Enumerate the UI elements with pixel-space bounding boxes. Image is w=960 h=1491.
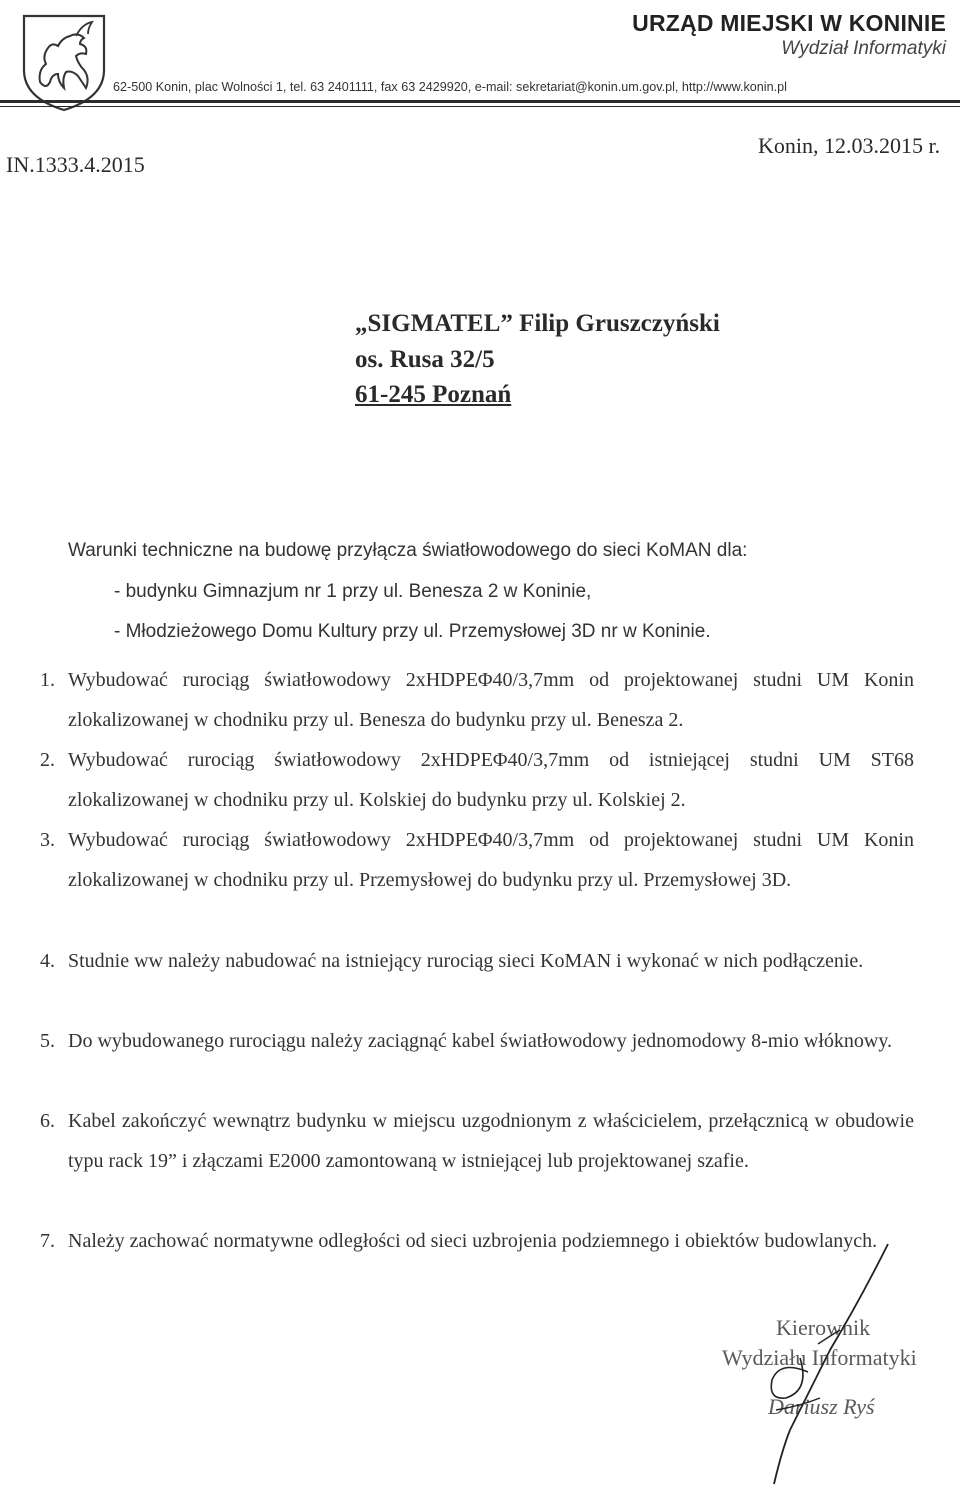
letterhead-rule-thin: [0, 106, 960, 107]
condition-text: Należy zachować normatywne odległości od sieci uzbrojenia podziemnego i obiektów budowlanych.: [68, 1230, 878, 1252]
city-crest-icon: [18, 12, 110, 112]
condition-text: Wybudować rurociąg światłowodowy 2xHDPEΦ40/3,7mm od projektowanej studni UM Konin zlokalizowanej w chodniku przy ul. Benesza do budynku przy ul. Benesza 2.: [68, 669, 914, 731]
condition-number: 6.: [40, 1110, 55, 1132]
reference-number: IN.1333.4.2015: [6, 152, 145, 177]
condition-number: 1.: [40, 669, 55, 691]
condition-text: Studnie ww należy nabudować na istniejący rurociąg sieci KoMAN i wykonać w nich podłączenie.: [68, 950, 864, 972]
condition-item: [40, 1101, 914, 1181]
addressee-company: „SIGMATEL” Filip Gruszczyński: [355, 310, 720, 337]
signatory-name: Dariusz Ryś: [768, 1394, 875, 1419]
office-name: URZĄD MIEJSKI W KONINIE: [632, 10, 946, 36]
condition-text: Do wybudowanego rurociągu należy zaciągnąć kabel światłowodowy jednomodowy 8-mio włóknowy.: [68, 1030, 893, 1052]
addressee-street: os. Rusa 32/5: [355, 345, 495, 373]
subject-title: Warunki techniczne na budowę przyłącza światłowodowego do sieci KoMAN dla:: [68, 540, 748, 561]
subject-item: - Młodzieżowego Domu Kultury przy ul. Przemysłowej 3D nr w Koninie.: [114, 621, 711, 642]
addressee-block: [355, 308, 720, 415]
condition-item: [40, 941, 914, 981]
condition-text: Wybudować rurociąg światłowodowy 2xHDPEΦ40/3,7mm od istniejącej studni UM ST68 zlokalizowanej w chodniku przy ul. Kolskiej do budynku przy ul. Kolskiej 2.: [68, 749, 914, 811]
condition-number: 2.: [40, 749, 55, 771]
signatory-department: Wydziału Informatyki: [722, 1345, 917, 1370]
condition-text: Kabel zakończyć wewnątrz budynku w miejscu uzgodnionym z właścicielem, przełącznicą w obudowie typu rack 19” i złączami E2000 zamontowaną w istniejącej lub projektowanej szafie.: [68, 1110, 914, 1172]
signatory-role: Kierownik: [776, 1315, 871, 1340]
handwritten-signature-icon: [690, 1240, 950, 1490]
condition-number: 5.: [40, 1030, 55, 1052]
condition-number: 4.: [40, 950, 55, 972]
place-date: Konin, 12.03.2015 r.: [758, 133, 941, 158]
condition-item: [40, 820, 914, 900]
condition-number: 3.: [40, 829, 55, 851]
office-department: Wydział Informatyki: [781, 38, 946, 59]
condition-item: [40, 1021, 914, 1061]
letterhead-rule: [0, 100, 960, 103]
condition-text: Wybudować rurociąg światłowodowy 2xHDPEΦ40/3,7mm od projektowanej studni UM Konin zlokalizowanej w chodniku przy ul. Przemysłowej do budynku przy ul. Przemysłowej 3D.: [68, 829, 914, 891]
condition-item: [40, 740, 914, 820]
addressee-city: 61-245 Poznań: [355, 381, 512, 408]
office-contact-line: 62-500 Konin, plac Wolności 1, tel. 63 2401111, fax 63 2429920, e-mail: sekretariat@konin.um.gov.pl, http://www.konin.pl: [113, 80, 787, 94]
condition-item: [40, 660, 914, 740]
subject-item: - budynku Gimnazjum nr 1 przy ul. Benesza 2 w Koninie,: [114, 581, 592, 602]
condition-number: 7.: [40, 1230, 55, 1252]
